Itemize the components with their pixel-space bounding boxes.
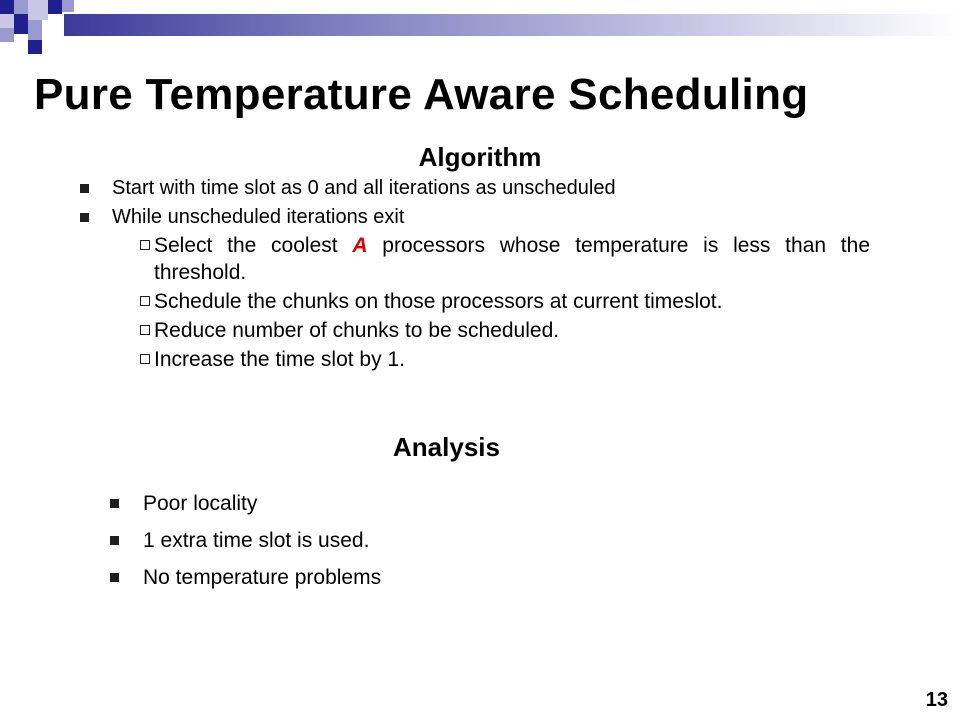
header-gradient-bar [64,14,960,36]
header-square-decoration [62,0,74,12]
highlight-variable: A [352,234,368,257]
header-square-decoration [0,14,14,28]
algorithm-item-text: While unscheduled iterations exit [112,206,405,228]
algorithm-sub-list [112,232,870,373]
algorithm-list [80,176,870,377]
analysis-item [110,492,710,516]
hollow-square-bullet-icon [140,296,150,306]
header-square-decoration [28,0,48,20]
header-square-decoration [48,0,62,14]
square-bullet-icon [80,213,89,222]
header-square-decoration [28,20,42,40]
analysis-item-text: Poor locality [143,492,258,515]
algorithm-sub-item [112,288,870,315]
header-square-decoration [0,28,14,42]
header-square-decoration [14,14,28,34]
square-bullet-icon [110,499,119,508]
analysis-item-text: 1 extra time slot is used. [143,529,370,552]
analysis-item [110,529,710,553]
header-square-decoration [14,0,28,14]
hollow-square-bullet-icon [140,240,150,250]
square-bullet-icon [80,184,89,193]
slide-title: Pure Temperature Aware Scheduling [34,70,809,119]
page-number: 13 [925,689,948,711]
sub-item-text-after: processors whose temperature is less than the threshold. [154,234,870,284]
header-square-decoration [0,0,14,14]
header-square-decoration [28,40,42,54]
algorithm-item [80,176,870,201]
algorithm-sub-item [112,317,870,344]
algorithm-sub-item [112,346,870,373]
analysis-item [110,566,710,590]
hollow-square-bullet-icon [140,325,150,335]
algorithm-item-text: Start with time slot as 0 and all iterations as unscheduled [112,177,616,199]
square-bullet-icon [110,536,119,545]
hollow-square-bullet-icon [140,354,150,364]
algorithm-heading: Algorithm [418,142,542,172]
algorithm-sub-item [112,232,870,286]
sub-item-text: Reduce number of chunks to be scheduled. [154,319,560,342]
analysis-list [110,492,710,603]
square-bullet-icon [110,573,119,582]
analysis-item-text: No temperature problems [143,566,382,589]
algorithm-item [80,205,870,373]
sub-item-text-before: Select the coolest [154,234,353,257]
analysis-heading: Analysis [393,432,500,462]
sub-item-text: Schedule the chunks on those processors at current timeslot. [154,290,723,313]
sub-item-text: Increase the time slot by 1. [154,348,405,371]
